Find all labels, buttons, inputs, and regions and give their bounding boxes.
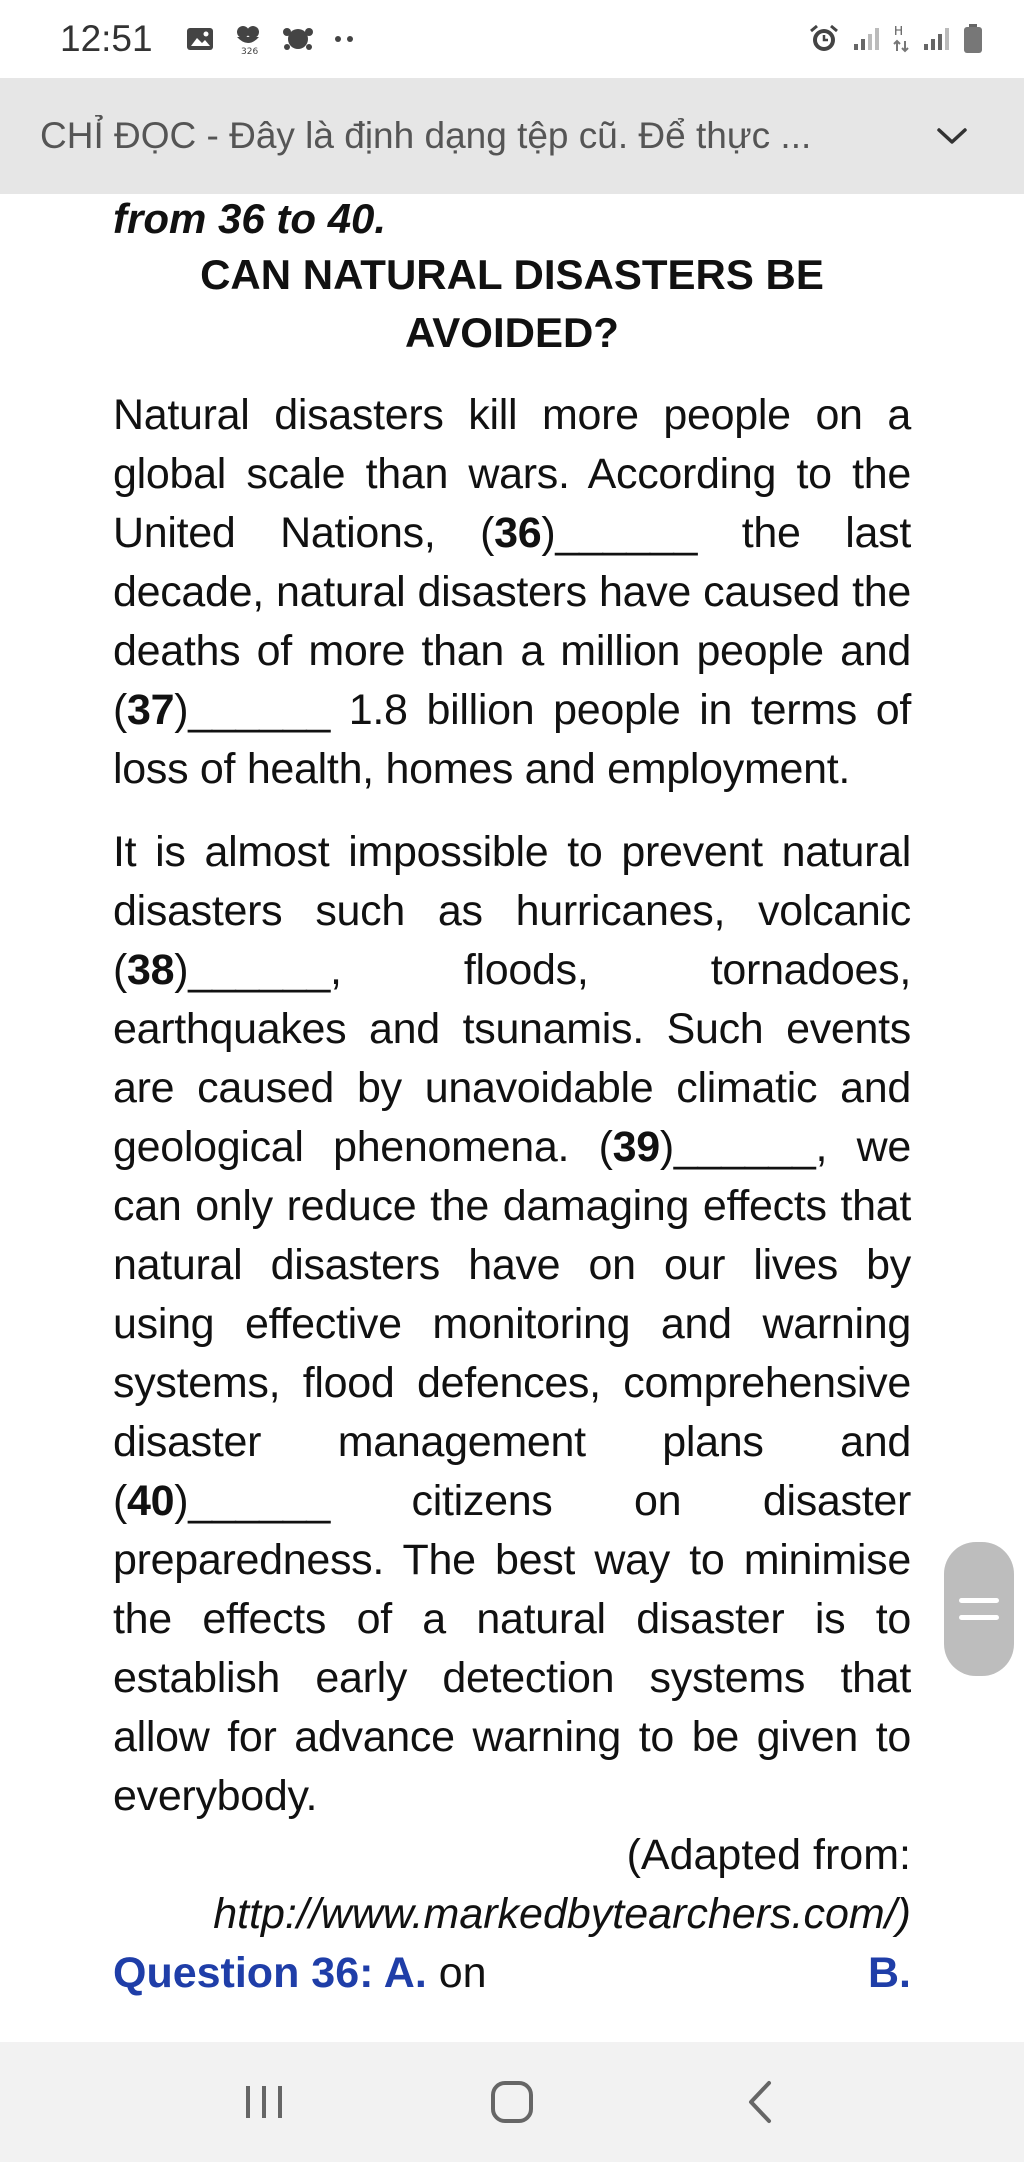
source-url: http://www.markedbytearchers.com/)	[213, 1890, 911, 1938]
banner-text: CHỈ ĐỌC - Đây là định dạng tệp cũ. Để thực ...	[40, 115, 812, 156]
p2-part-a: It is almost impossible to prevent natural disasters such as hurricanes, volcanic (	[113, 828, 911, 994]
signal-1-icon	[852, 26, 880, 52]
fast-scroll-handle[interactable]	[944, 1542, 1014, 1676]
notification-icon	[233, 23, 263, 55]
blank-38-number: 38	[127, 946, 175, 994]
p2-part-b: )______, floods, tornadoes, earthquakes and tsunamis. Such events are caused by unavoidable climatic and geological phenomena. (	[113, 946, 911, 1171]
home-icon	[489, 2079, 535, 2125]
title-line-1: CAN NATURAL DISASTERS BE	[200, 251, 824, 298]
source-label: (Adapted from:	[626, 1831, 911, 1879]
p2-part-d: )______ citizens on disaster preparedness. The best way to minimise the effects of a natural disaster is to establish early detection systems that allow for advance warning to be given to everybody.	[113, 1477, 911, 1820]
p1-part-a: Natural disasters kill more people on a global scale than wars. According to the United Nations, (	[113, 391, 911, 557]
app-icon	[281, 24, 315, 54]
blank-40-number: 40	[127, 1477, 175, 1525]
status-time: 12:51	[60, 18, 153, 59]
navigation-bar	[0, 2042, 1024, 2162]
handle-line-icon	[959, 1615, 999, 1620]
blank-36-number: 36	[494, 509, 542, 557]
data-icon	[892, 23, 910, 55]
recents-icon	[242, 2082, 286, 2122]
document-view[interactable]	[0, 194, 1024, 2042]
alarm-icon	[808, 23, 840, 55]
paragraph-2	[113, 823, 911, 1826]
status-bar	[0, 0, 1024, 78]
next-question-peek	[113, 1944, 911, 2003]
p1-part-b: )______ the last decade, natural disasters have caused the deaths of more than a million people and (	[113, 509, 912, 734]
back-icon	[745, 2079, 775, 2125]
document-page	[113, 194, 911, 2003]
back-button[interactable]	[720, 2062, 800, 2142]
signal-2-icon	[922, 26, 950, 52]
chevron-down-icon[interactable]	[932, 116, 972, 156]
question-36-option-b: B.	[868, 1949, 911, 1997]
question-36-label: Question 36: A. on	[113, 1949, 487, 1997]
status-right	[808, 23, 984, 55]
instruction-tail: from 36 to 40.	[113, 195, 387, 242]
handle-line-icon	[959, 1598, 999, 1603]
paragraph-1	[113, 386, 911, 799]
p1-part-c: )______ 1.8 billion people in terms of loss of health, homes and employment.	[113, 686, 911, 793]
recents-button[interactable]	[224, 2062, 304, 2142]
passage-title	[113, 246, 911, 362]
p2-part-c: )______, we can only reduce the damaging effects that natural disasters have on our lives by using effective monitoring and warning systems, flood defences, comprehensive disaster management plans and (	[113, 1123, 911, 1525]
more-dots-icon	[333, 34, 357, 44]
blank-39-number: 39	[612, 1123, 660, 1171]
svg-text:326: 326	[240, 47, 258, 55]
svg-text:H: H	[894, 24, 904, 38]
title-line-2: AVOIDED?	[405, 309, 619, 356]
battery-icon	[962, 23, 984, 55]
blank-37-number: 37	[127, 686, 175, 734]
status-left	[60, 18, 357, 60]
gallery-icon	[185, 24, 215, 54]
home-button[interactable]	[472, 2062, 552, 2142]
read-only-banner[interactable]	[0, 78, 1024, 194]
